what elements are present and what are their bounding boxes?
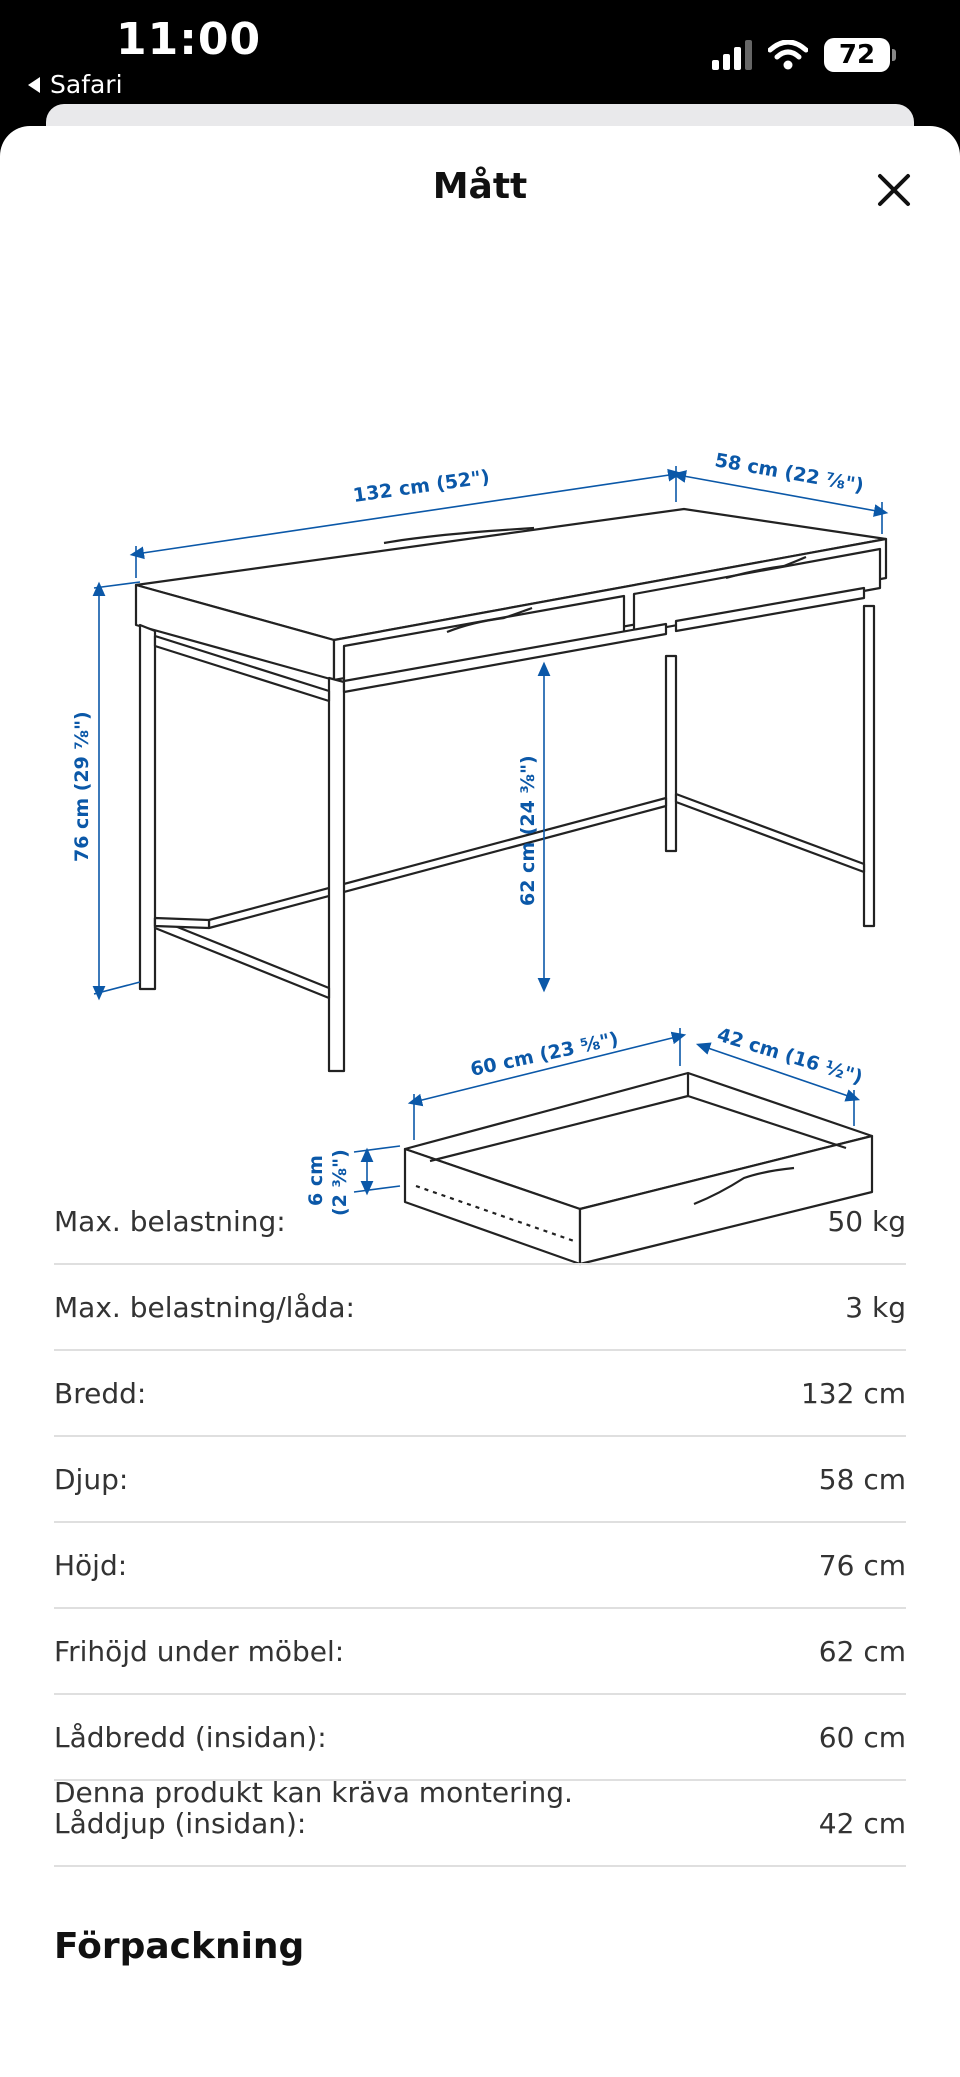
spec-label: Djup: [54, 1462, 129, 1496]
status-icons [712, 38, 890, 72]
back-app-label: Safari [50, 70, 123, 99]
spec-row [54, 1523, 906, 1609]
desk-illustration [136, 509, 886, 1071]
spec-value: 60 cm [818, 1720, 906, 1754]
battery-icon: 72 [824, 38, 890, 72]
status-time: 11:00 [116, 14, 262, 65]
spec-label: Höjd: [54, 1548, 128, 1582]
close-icon [877, 173, 911, 207]
status-bar [0, 0, 960, 110]
spec-label: Max. belastning/låda: [54, 1290, 355, 1324]
back-arrow-icon [28, 77, 40, 93]
spec-value: 58 cm [818, 1462, 906, 1496]
spec-label: Bredd: [54, 1376, 147, 1410]
dimension-diagram [54, 306, 906, 1266]
spec-value: 62 cm [818, 1634, 906, 1668]
spec-label: Lådbredd (insidan): [54, 1720, 327, 1754]
label-desk-width: 132 cm (52") [351, 466, 492, 507]
spec-value: 50 kg [827, 1204, 906, 1238]
label-clearance: 62 cm (24 ⅜") [517, 755, 539, 906]
back-to-safari-button[interactable] [28, 70, 123, 99]
spec-row [54, 1695, 906, 1781]
spec-value: 3 kg [845, 1290, 906, 1324]
label-drawer-depth: 42 cm (16 ½") [714, 1023, 866, 1089]
cellular-signal-icon [712, 40, 752, 70]
spec-row [54, 1351, 906, 1437]
label-desk-depth: 58 cm (22 ⅞") [713, 449, 866, 498]
label-drawer-width: 60 cm (23 ⅝") [468, 1028, 621, 1081]
spec-label: Frihöjd under möbel: [54, 1634, 345, 1668]
spec-row [54, 1179, 906, 1265]
spec-value: 76 cm [818, 1548, 906, 1582]
spec-row [54, 1437, 906, 1523]
spec-label: Låddjup (insidan): [54, 1806, 307, 1840]
spec-list [54, 1179, 906, 1867]
spec-value: 42 cm [818, 1806, 906, 1840]
sheet-title: Mått [432, 166, 528, 207]
spec-row [54, 1265, 906, 1351]
wifi-icon [768, 40, 808, 70]
spec-row [54, 1609, 906, 1695]
close-button[interactable] [866, 162, 922, 218]
packaging-section-title[interactable]: Förpackning [54, 1926, 305, 1967]
spec-value: 132 cm [800, 1376, 906, 1410]
label-drawer-height-in: (2 ⅜") [329, 1149, 351, 1216]
assembly-note: Denna produkt kan kräva montering. [54, 1776, 573, 1809]
spec-label: Max. belastning: [54, 1204, 286, 1238]
label-drawer-height-cm: 6 cm [305, 1155, 327, 1206]
label-desk-height: 76 cm (29 ⅞") [71, 711, 93, 862]
